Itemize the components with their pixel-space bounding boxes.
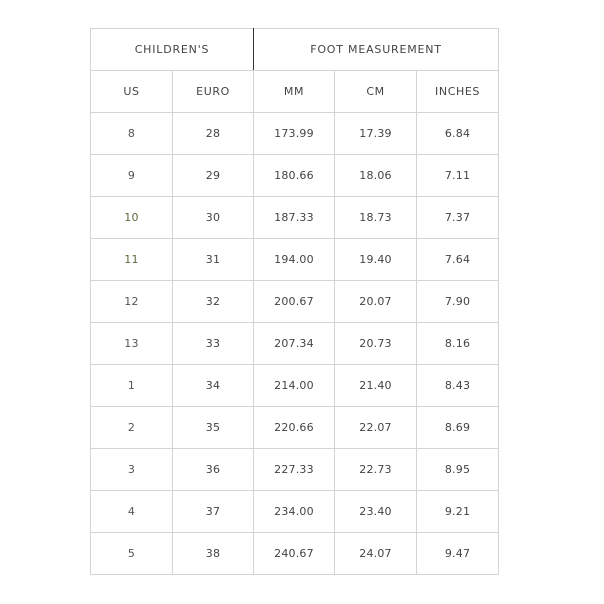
cm-cell: 20.07 (335, 281, 417, 323)
inches-cell: 8.95 (417, 449, 499, 491)
table-row (91, 533, 499, 575)
mm-column-header: MM (254, 71, 335, 113)
inches-cell: 7.11 (417, 155, 499, 197)
table-row (91, 113, 499, 155)
cm-cell: 17.39 (335, 113, 417, 155)
us-column-header: US (91, 71, 173, 113)
us-size-cell: 1 (91, 365, 173, 407)
table-row (91, 155, 499, 197)
inches-cell: 8.69 (417, 407, 499, 449)
us-size-cell: 8 (91, 113, 173, 155)
table-row (91, 239, 499, 281)
euro-size-cell: 33 (173, 323, 254, 365)
cm-cell: 22.07 (335, 407, 417, 449)
euro-size-cell: 35 (173, 407, 254, 449)
cm-cell: 20.73 (335, 323, 417, 365)
cm-cell: 24.07 (335, 533, 417, 575)
mm-cell: 220.66 (254, 407, 335, 449)
mm-cell: 173.99 (254, 113, 335, 155)
foot-measurement-group-header: FOOT MEASUREMENT (254, 29, 499, 71)
us-size-cell: 13 (91, 323, 173, 365)
euro-column-header: EURO (173, 71, 254, 113)
us-size-cell: 2 (91, 407, 173, 449)
euro-size-cell: 34 (173, 365, 254, 407)
us-size-cell: 11 (91, 239, 173, 281)
mm-cell: 200.67 (254, 281, 335, 323)
table-row (91, 365, 499, 407)
mm-cell: 180.66 (254, 155, 335, 197)
us-size-cell: 9 (91, 155, 173, 197)
cm-cell: 22.73 (335, 449, 417, 491)
euro-size-cell: 36 (173, 449, 254, 491)
table-row (91, 407, 499, 449)
table-row (91, 323, 499, 365)
us-size-cell: 12 (91, 281, 173, 323)
euro-size-cell: 37 (173, 491, 254, 533)
inches-cell: 7.90 (417, 281, 499, 323)
mm-cell: 240.67 (254, 533, 335, 575)
mm-cell: 187.33 (254, 197, 335, 239)
inches-cell: 6.84 (417, 113, 499, 155)
column-header-row (91, 71, 499, 113)
cm-column-header: CM (335, 71, 417, 113)
euro-size-cell: 38 (173, 533, 254, 575)
mm-cell: 194.00 (254, 239, 335, 281)
table-row (91, 281, 499, 323)
mm-cell: 227.33 (254, 449, 335, 491)
euro-size-cell: 32 (173, 281, 254, 323)
cm-cell: 23.40 (335, 491, 417, 533)
inches-cell: 7.37 (417, 197, 499, 239)
cm-cell: 21.40 (335, 365, 417, 407)
mm-cell: 214.00 (254, 365, 335, 407)
us-size-cell: 3 (91, 449, 173, 491)
inches-cell: 9.47 (417, 533, 499, 575)
euro-size-cell: 29 (173, 155, 254, 197)
cm-cell: 18.06 (335, 155, 417, 197)
cm-cell: 19.40 (335, 239, 417, 281)
size-chart-table (90, 28, 499, 575)
inches-cell: 9.21 (417, 491, 499, 533)
us-size-cell: 5 (91, 533, 173, 575)
table-row (91, 449, 499, 491)
childrens-group-header: CHILDREN'S (91, 29, 254, 71)
table-row (91, 197, 499, 239)
inches-cell: 8.43 (417, 365, 499, 407)
inches-cell: 7.64 (417, 239, 499, 281)
group-header-row (91, 29, 499, 71)
euro-size-cell: 30 (173, 197, 254, 239)
table-row (91, 491, 499, 533)
inches-cell: 8.16 (417, 323, 499, 365)
mm-cell: 207.34 (254, 323, 335, 365)
mm-cell: 234.00 (254, 491, 335, 533)
inches-column-header: INCHES (417, 71, 499, 113)
euro-size-cell: 28 (173, 113, 254, 155)
us-size-cell: 4 (91, 491, 173, 533)
euro-size-cell: 31 (173, 239, 254, 281)
us-size-cell: 10 (91, 197, 173, 239)
cm-cell: 18.73 (335, 197, 417, 239)
